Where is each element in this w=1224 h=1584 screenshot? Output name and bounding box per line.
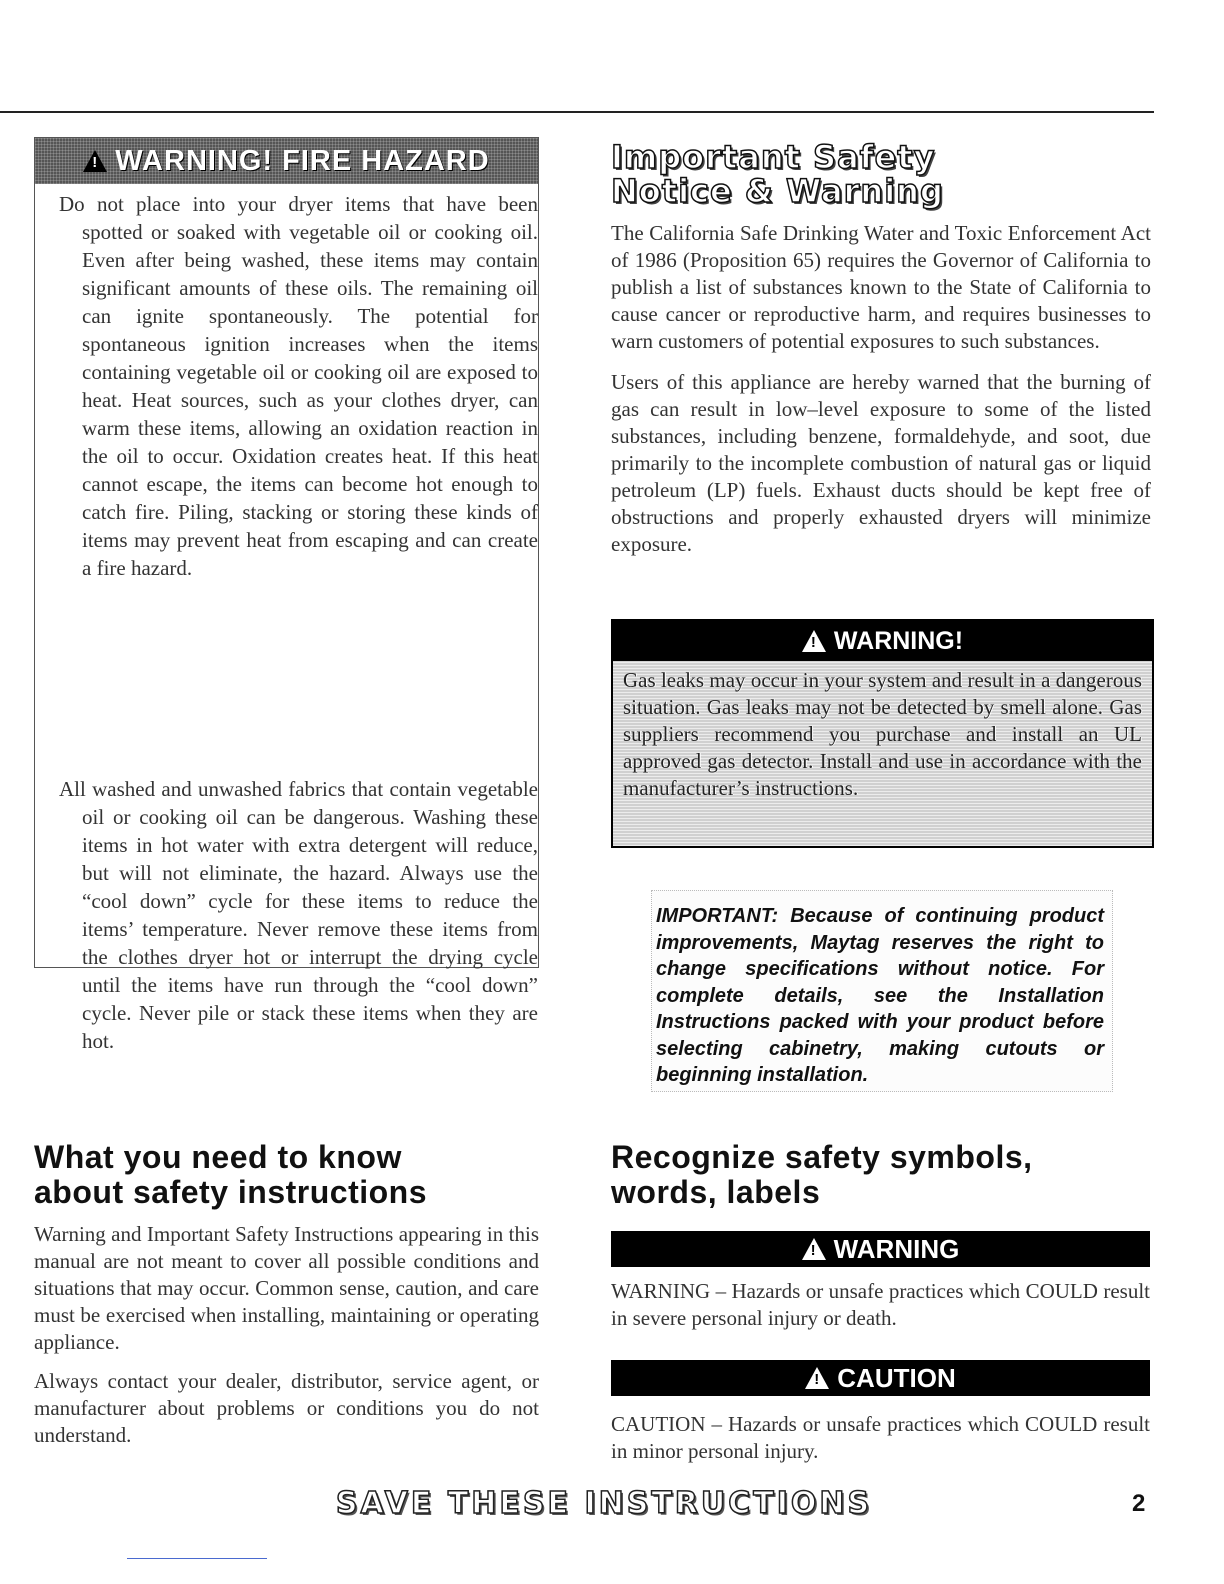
gas-warning-header [613, 621, 1152, 661]
warning-could: COULD [1025, 1279, 1098, 1303]
warning-label-text: WARNING [833, 1233, 960, 1264]
symbols-heading-line1: Recognize safety symbols, [611, 1139, 1033, 1175]
safety-notice-paragraph-2: Users of this appliance are hereby warned that the burning of gas can result in low–level exposure to some of the listed substances, including benzene, formaldehyde, and soot, due primarily to the incomplete combustion of natural gas or liquid petroleum (LP) fuels. Exhaust ducts should be kept free of obstructions and properly exhausted dryers will minimize exposure. [611, 370, 1151, 556]
safety-instructions-section [34, 1140, 539, 1449]
safety-instructions-paragraph-1: Warning and Important Safety Instructions appearing in this manual are not meant to cover all possible conditions and situations that may occur. Common sense, caution, and care must be exercised when installing, maintaining or operating appliance. [34, 1222, 539, 1354]
warning-triangle-icon [802, 1238, 826, 1260]
gas-warning-text: Gas leaks may occur in your system and result in a dangerous situation. Gas leaks may not be detected by smell alone. Gas suppliers recommend you purchase and install an UL approved gas detector. Install and use in accordance with the manufacturer’s instructions. [623, 668, 1142, 800]
safety-notice-section [611, 140, 1151, 558]
symbols-section [611, 1140, 1151, 1210]
gas-warning-box [611, 619, 1154, 848]
footer-line [127, 1558, 267, 1559]
safety-notice-heading [611, 140, 1151, 208]
safety-instructions-heading-line2: about safety instructions [34, 1174, 427, 1210]
caution-label-bar [611, 1360, 1150, 1396]
caution-triangle-icon [805, 1367, 829, 1389]
caution-could: COULD [1025, 1412, 1098, 1436]
caution-description-text-2: result in minor personal injury. [611, 1412, 1151, 1463]
fire-hazard-paragraph-2: All washed and unwashed fabrics that contain vegetable oil or cooking oil can be dangerous. Washing these items in hot water with extra detergent will reduce, but will not eliminate, the hazard. Always use the “cool down” cycle for these items to reduce the items’ temperature. Never remove these items from the clothes dryer hot or interrupt the drying cycle until the items have run through the “cool down” cycle. Never pile or stack these items when they are hot. [59, 777, 538, 1053]
caution-word: CAUTION [611, 1412, 706, 1436]
warning-description-text-2: result in severe personal injury or death. [611, 1279, 1151, 1330]
important-label: IMPORTANT: [656, 905, 779, 927]
caution-description-text: – Hazards or unsafe practices which [711, 1412, 1020, 1436]
symbols-heading-line2: words, labels [611, 1174, 821, 1210]
fire-hazard-paragraph-1: Do not place into your dryer items that have been spotted or soaked with vegetable oil or cooking oil. Even after being washed, these items may contain significant amounts of these oils. The remaining oil can ignite spontaneously. The potential for spontaneous ignition increases when the items containing vegetable oil or cooking oil are exposed to heat. Heat sources, such as your clothes dryer, can warm these items, allowing an oxidation reaction in the oil to occur. Oxidation creates heat. If this heat cannot escape, the items can become hot enough to catch fire. Piling, stacking or storing these kinds of items may prevent heat from escaping and can create a fire hazard. [59, 192, 538, 580]
gas-warning-body [613, 661, 1152, 846]
safety-notice-paragraph-1: The California Safe Drinking Water and Toxic Enforcement Act of 1986 (Proposition 65) requires the Governor of California to publish a list of substances known to the State of California to cause cancer or reproductive harm, and requires businesses to warn customers of potential exposures to such substances. [611, 221, 1151, 353]
warning-description-text: – Hazards or unsafe practices which [715, 1279, 1021, 1303]
symbols-heading [611, 1140, 1151, 1210]
caution-description [611, 1411, 1150, 1465]
fire-hazard-box [34, 137, 539, 1053]
gas-warning-title: WARNING! [833, 626, 964, 655]
important-body: Because of continuing product improvements, Maytag reserves the right to change specifications without notice. For complete details, see the Installation Instructions packed with your product before selecting cabinetry, making cutouts or beginning installation. [656, 905, 1104, 1086]
safety-notice-heading-line2: Notice & Warning [611, 172, 944, 210]
warning-triangle-icon [802, 630, 826, 652]
warning-triangle-icon [83, 150, 107, 172]
caution-label-text: CAUTION [837, 1362, 956, 1393]
fire-hazard-title: WARNING! FIRE HAZARD [115, 144, 490, 177]
warning-label-bar [611, 1231, 1150, 1267]
top-rule [0, 111, 1154, 113]
warning-word: WARNING [611, 1279, 711, 1303]
save-instructions-banner: SAVE THESE INSTRUCTIONS [335, 1486, 873, 1521]
safety-instructions-paragraph-2: Always contact your dealer, distributor, service agent, or manufacturer about problems or conditions you do not understand. [34, 1369, 539, 1447]
safety-instructions-heading [34, 1140, 539, 1210]
page-number: 2 [1132, 1490, 1146, 1517]
important-text [652, 891, 1112, 1089]
important-note [651, 890, 1113, 1092]
safety-instructions-heading-line1: What you need to know [34, 1139, 402, 1175]
fire-hazard-header [35, 138, 538, 184]
safety-notice-heading-line1: Important Safety [611, 138, 936, 176]
warning-description [611, 1278, 1150, 1332]
